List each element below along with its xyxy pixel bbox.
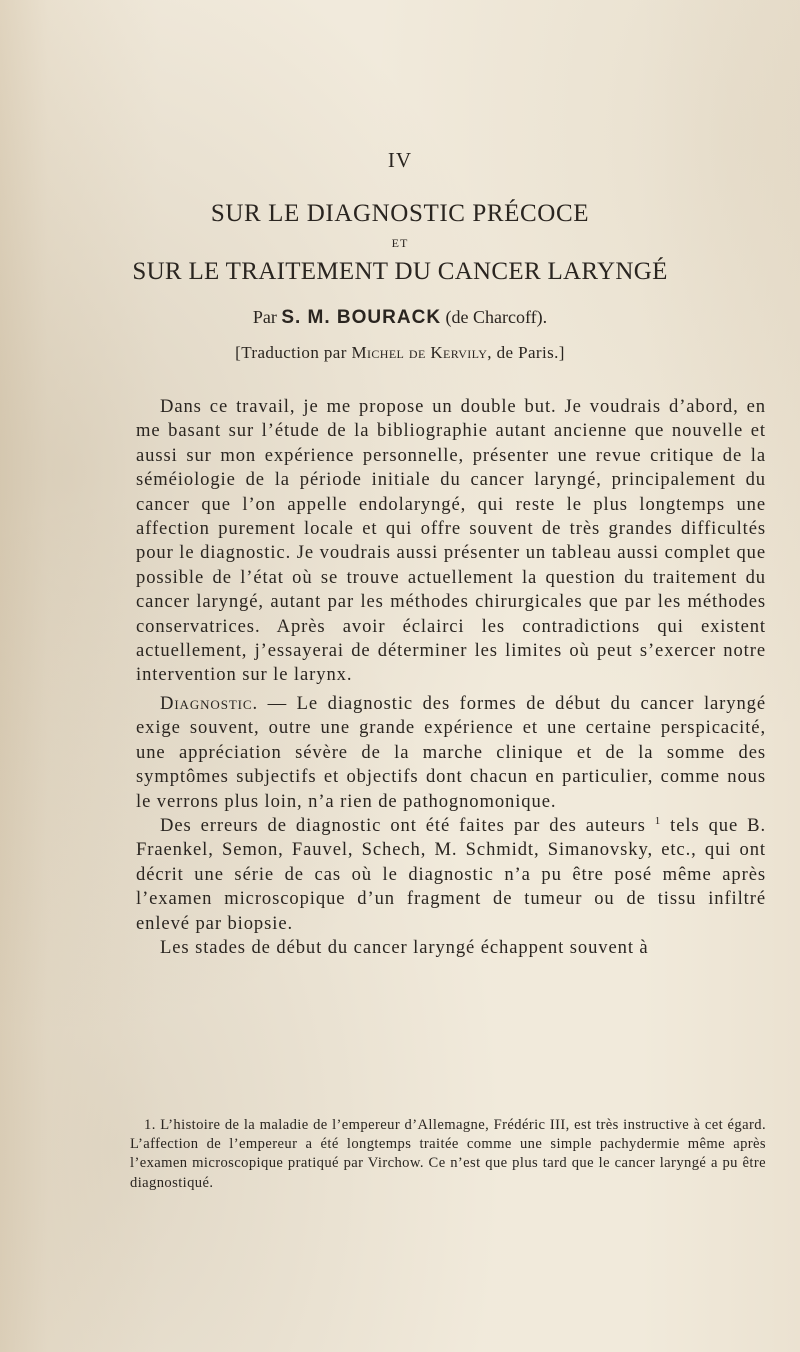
paragraph-intro: Dans ce travail, je me propose un double but. Je voudrais d’abord, en me basant sur l’étude de la bibliographie autant ancienne que nouvelle et aussi sur mon expérience personnelle, présenter une revue critique de la séméiologie de la période initiale du cancer laryngé, principalement du cancer que l’on appelle endolaryngé, qui reste le plus longtemps une affection purement locale et qui offre souvent de très grandes difficultés pour le diagnostic. Je voudrais aussi présenter un tableau aussi complet que possible de l’état où se trouve actuellement la question du traitement du cancer laryngé, autant par les méthodes chirurgicales que par les méthodes conservatrices. Après avoir éclairci les contradictions qui existent actuellement, j’essayerai de déterminer les limites où peut s’exercer notre intervention sur le larynx. xyxy=(136,396,766,686)
section-label: Diagnostic. xyxy=(160,692,259,714)
paragraph-diagnostic-text: — Le diagnostic des formes de début du cancer laryngé exige souvent, outre une grande expérience et une certaine perspicacité, une appréciation sévère de la marche clinique et de la somme des symptômes subjectifs et objectifs dont chacun en particulier, comme nous le verrons plus loin, n’a rien de pathognomonique. xyxy=(136,692,766,812)
title-line-1: SUR LE DIAGNOSTIC PRÉCOCE xyxy=(210,200,590,227)
footnote-reference[interactable]: 1 xyxy=(654,814,662,827)
footnote-text: 1. L’histoire de la maladie de l’empereur d’Allemagne, Frédéric III, est très instructive à cet égard. L’affection de l’empereur a été longtemps traitée comme une simple pachydermie même après l’examen microscopique pratiqué par Virchow. Ce n’est que plus tard que le cancer laryngé a pu être diagnostiqué. xyxy=(130,1117,766,1191)
body-text xyxy=(136,395,766,960)
footnote xyxy=(130,1116,766,1193)
translator-name: Michel de Kervily xyxy=(351,343,488,362)
author-affiliation: (de Charcoff). xyxy=(445,307,548,327)
title-connector: ET xyxy=(391,236,409,250)
translation-open: [Traduction par xyxy=(235,343,347,362)
paragraph-stages: Les stades de début du cancer laryngé échappent souvent à xyxy=(160,936,649,958)
translation-note xyxy=(0,343,800,363)
paragraph-errors-text-after: tels que B. Fraenkel, Semon, Fauvel, Schech, M. Schmidt, Simanovsky, etc., qui ont décrit une série de cas où le diagnostic n’a pu être posé même après l’examen microscopique d’un fragment de tumeur ou de tissu infiltré enlevé par biopsie. xyxy=(136,814,766,934)
title-line-2: SUR LE TRAITEMENT DU CANCER LARYNGÉ xyxy=(132,258,668,285)
author-name: S. M. BOURACK xyxy=(281,307,442,328)
chapter-number: IV xyxy=(387,148,413,172)
translation-close: , de Paris.] xyxy=(487,343,565,362)
byline xyxy=(0,307,800,329)
paragraph-errors xyxy=(136,814,766,936)
byline-prefix: Par xyxy=(252,307,277,327)
paragraph-diagnostic xyxy=(136,692,766,814)
paragraph-errors-text-before: Des erreurs de diagnostic ont été faites par des auteurs xyxy=(160,814,646,836)
